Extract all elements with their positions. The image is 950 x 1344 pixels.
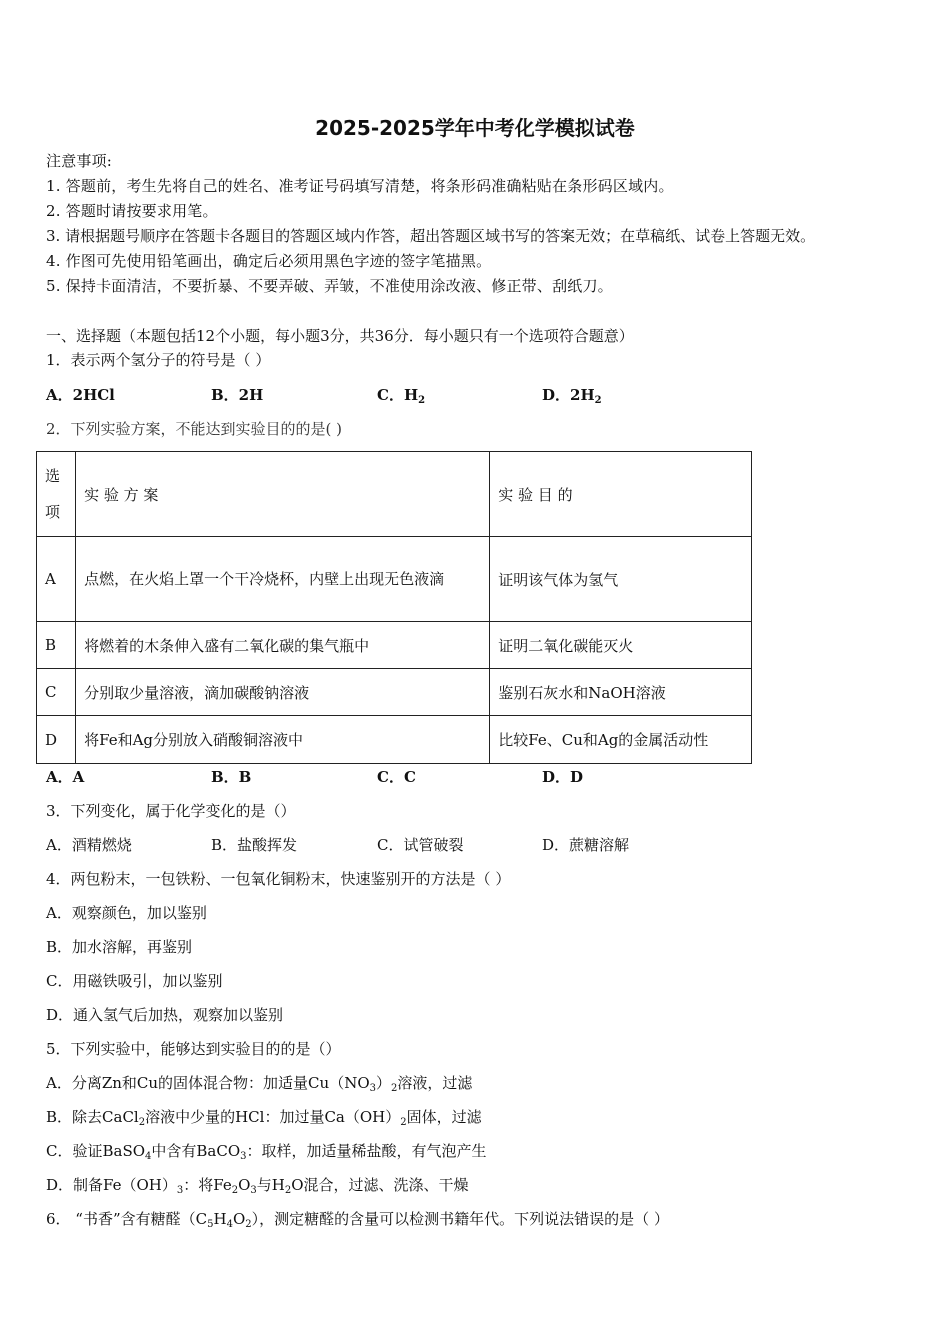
table-row <box>37 622 752 669</box>
q1-option-c: C．$H_2$ <box>377 386 426 406</box>
q4-stem: 4．两包粉末，一包铁粉、一包氧化铜粉末，快速鉴别开的方法是（ ） <box>46 870 511 888</box>
q3-stem: 3．下列变化，属于化学变化的是（） <box>46 802 296 820</box>
header-option: 选 项 <box>37 452 76 537</box>
row-plan: 将Fe和Ag分别放入硝酸铜溶液中 <box>76 716 490 764</box>
header-plan: 实 验 方 案 <box>76 452 490 537</box>
header-goal: 实 验 目 的 <box>490 452 752 537</box>
row-goal: 鉴别石灰水和NaOH溶液 <box>490 669 752 716</box>
section-heading: 一、选择题（本题包括12个小题，每小题3分，共36分．每小题只有一个选项符合题意） <box>46 327 634 345</box>
q4-option-c: C．用磁铁吸引，加以鉴别 <box>46 972 223 990</box>
page-title: 2025-2025学年中考化学模拟试卷 <box>315 116 635 140</box>
q1-stem: 1．表示两个氢分子的符号是（ ） <box>46 351 271 369</box>
q1-option-d: D．$2H_2$ <box>542 386 602 406</box>
row-goal: 证明二氧化碳能灭火 <box>490 622 752 669</box>
q4-option-b: B．加水溶解，再鉴别 <box>46 938 193 956</box>
q1-option-b: B．2H <box>211 386 264 404</box>
notice-item-4: 4. 作图可先使用铅笔画出，确定后必须用黑色字迹的签字笔描黑。 <box>46 252 492 270</box>
row-plan: 将燃着的木条伸入盛有二氧化碳的集气瓶中 <box>76 622 490 669</box>
q6-stem: 6． “书香”含有糖醛$(C_5H_4O_2)$，测定糖醛的含量可以检测书籍年代。下列说法错误的是（ ） <box>46 1210 669 1230</box>
q5-option-d: D．制备$Fe(OH)_3$：将$Fe_2O_3$与$H_2O$混合，过滤、洗涤、干燥 <box>46 1176 469 1196</box>
q5-option-c: C．验证BaSO$_4$中含有BaCO$_3$：取样，加适量稀盐酸，有气泡产生 <box>46 1142 487 1162</box>
table-row <box>37 716 752 764</box>
q2-stem: 2．下列实验方案，不能达到实验目的的是( ) <box>46 420 343 438</box>
q3-option-c: C．试管破裂 <box>377 836 464 854</box>
row-option: D <box>37 716 76 764</box>
q5-option-a: A．分离Zn和Cu的固体混合物：加适量$Cu(NO_3)_2$溶液，过滤 <box>46 1074 473 1094</box>
q3-option-b: B．盐酸挥发 <box>211 836 298 854</box>
row-plan: 分别取少量溶液，滴加碳酸钠溶液 <box>76 669 490 716</box>
notice-item-3: 3. 请根据题号顺序在答题卡各题目的答题区域内作答，超出答题区域书写的答案无效；在草稿纸、试卷上答题无效。 <box>46 227 816 245</box>
row-goal: 证明该气体为氢气 <box>490 537 752 622</box>
notice-item-5: 5. 保持卡面清洁，不要折暴、不要弄破、弄皱，不准使用涂改液、修正带、刮纸刀。 <box>46 277 613 295</box>
notice-item-2: 2. 答题时请按要求用笔。 <box>46 202 218 220</box>
q2-option-c: C．C <box>377 768 416 786</box>
experiment-table <box>36 451 752 764</box>
q1-option-a: A．2HCl <box>46 386 115 404</box>
q4-option-d: D．通入氢气后加热，观察加以鉴别 <box>46 1006 284 1024</box>
table-row <box>37 537 752 622</box>
q5-option-b: B．除去CaCl$_2$溶液中少量的HCl：加过量$Ca(OH)_2$固体，过滤 <box>46 1108 482 1128</box>
q2-option-b: B．B <box>211 768 252 786</box>
notice-item-1: 1. 答题前，考生先将自己的姓名、准考证号码填写清楚，将条形码准确粘贴在条形码区域内。 <box>46 177 674 195</box>
row-plan: 点燃，在火焰上罩一个干冷烧杯，内壁上出现无色液滴 <box>76 537 490 622</box>
q2-option-a: A．A <box>46 768 85 786</box>
q5-stem: 5．下列实验中，能够达到实验目的的是（） <box>46 1040 341 1058</box>
q3-option-d: D．蔗糖溶解 <box>542 836 630 854</box>
row-option: C <box>37 669 76 716</box>
row-option: B <box>37 622 76 669</box>
row-goal: 比较Fe、Cu和Ag的金属活动性 <box>490 716 752 764</box>
table-row <box>37 669 752 716</box>
q4-option-a: A．观察颜色，加以鉴别 <box>46 904 207 922</box>
notice-heading: 注意事项: <box>46 152 113 170</box>
q3-option-a: A．酒精燃烧 <box>46 836 132 854</box>
q2-option-d: D．D <box>542 768 584 786</box>
table-header-row <box>37 452 752 537</box>
row-option: A <box>37 537 76 622</box>
